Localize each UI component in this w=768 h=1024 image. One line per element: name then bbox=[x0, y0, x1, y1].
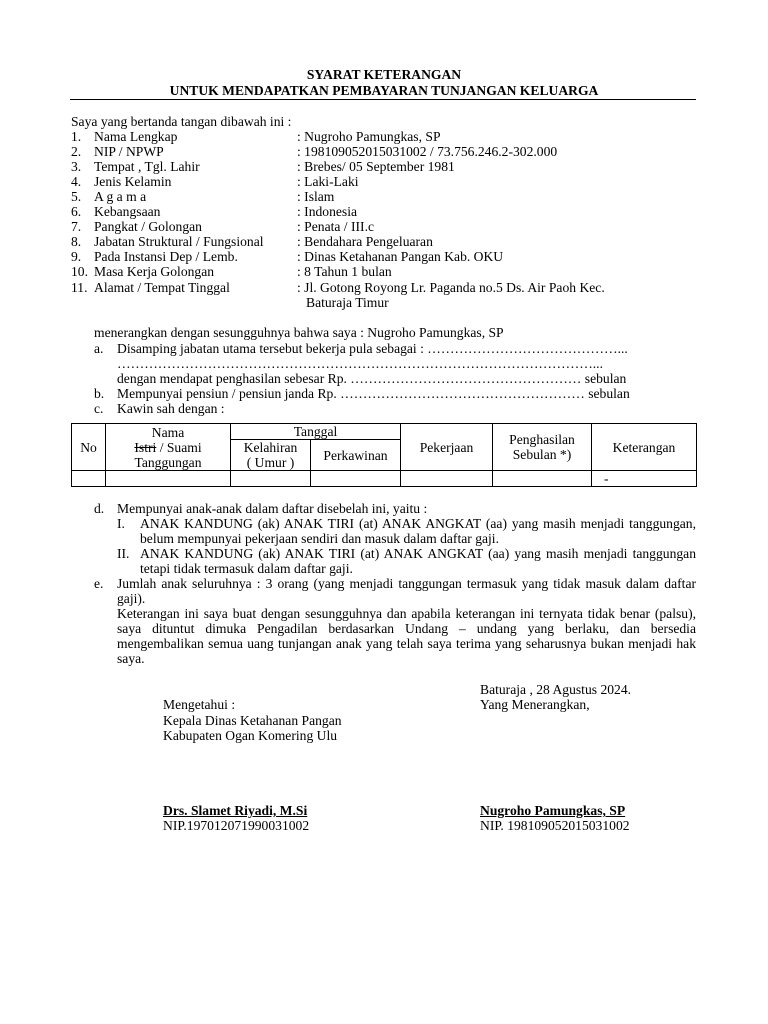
signer-nip-right: NIP. 198109052015031002 bbox=[480, 818, 630, 833]
penghasilan-label: Penghasilan bbox=[509, 432, 575, 447]
item-c-text: Kawin sah dengan : bbox=[117, 401, 225, 416]
field-value: : Dinas Ketahanan Pangan Kab. OKU bbox=[297, 249, 504, 264]
col-header-tanggal: Tanggal bbox=[231, 424, 401, 440]
signer-office-left: Kabupaten Ogan Komering Ulu bbox=[163, 728, 338, 743]
field-value: : Islam bbox=[297, 189, 335, 204]
sub-item-text: ANAK KANDUNG (ak) ANAK TIRI (at) ANAK ANGKAT (aa) yang masih menjadi tanggungan, belum mempunyai pekerjaan sendiri dan masuk dalam daftar gaji. bbox=[140, 516, 696, 546]
table-cell bbox=[231, 471, 311, 487]
table-cell bbox=[311, 471, 401, 487]
item-letter: e. bbox=[94, 576, 104, 591]
field-label: Nama Lengkap bbox=[94, 129, 178, 144]
kelahiran-label: Kelahiran bbox=[243, 440, 298, 455]
table-cell bbox=[401, 471, 493, 487]
signer-role-right: Yang Menerangkan, bbox=[480, 697, 590, 712]
table-cell bbox=[106, 471, 231, 487]
signer-nip-left: NIP.197012071990031002 bbox=[163, 818, 310, 833]
item-letter: a. bbox=[94, 341, 104, 356]
field-label: Pangkat / Golongan bbox=[94, 219, 202, 234]
field-number: 8. bbox=[71, 234, 82, 249]
field-number: 5. bbox=[71, 189, 82, 204]
intro-text: Saya yang bertanda tangan dibawah ini : bbox=[71, 114, 292, 129]
item-a-line3: dengan mendapat penghasilan sebesar Rp. …………………………………………… sebulan bbox=[117, 371, 627, 386]
field-value: : Brebes/ 05 September 1981 bbox=[297, 159, 455, 174]
item-letter: c. bbox=[94, 401, 104, 416]
field-value: : 198109052015031002 / 73.756.246.2-302.000 bbox=[297, 144, 558, 159]
closing-paragraph: Keterangan ini saya buat dengan sesungguhnya dan apabila keterangan ini ternyata tidak benar (palsu), saya dituntut dimuka Pengadilan berdasarkan Undang – undang yang berlaku, dan bersedia mengembalikan semua uang tunjangan anak yang telah saya terima yang seharusnya bukan menjadi hak saya. bbox=[117, 606, 696, 666]
field-number: 4. bbox=[71, 174, 82, 189]
field-label: A g a m a bbox=[94, 189, 147, 204]
field-number: 6. bbox=[71, 204, 82, 219]
col-header-nama bbox=[106, 424, 231, 471]
field-number: 2. bbox=[71, 144, 82, 159]
field-label: Alamat / Tempat Tinggal bbox=[94, 280, 230, 295]
field-label: Pada Instansi Dep / Lemb. bbox=[94, 249, 238, 264]
document-title: SYARAT KETERANGAN bbox=[306, 67, 462, 82]
signer-name-left: Drs. Slamet Riyadi, M.Si bbox=[163, 803, 308, 818]
field-value-continued: Baturaja Timur bbox=[306, 295, 389, 310]
field-label: Jenis Kelamin bbox=[94, 174, 172, 189]
document-subtitle: UNTUK MENDAPATKAN PEMBAYARAN TUNJANGAN KELUARGA bbox=[169, 83, 599, 98]
field-number: 3. bbox=[71, 159, 82, 174]
table-cell: - bbox=[592, 471, 697, 487]
item-letter: b. bbox=[94, 386, 105, 401]
col-header-keterangan: Keterangan bbox=[592, 424, 697, 471]
field-label: NIP / NPWP bbox=[94, 144, 164, 159]
field-value: : Nugroho Pamungkas, SP bbox=[297, 129, 441, 144]
sub-item-number: I. bbox=[117, 516, 125, 531]
field-value: : Bendahara Pengeluaran bbox=[297, 234, 433, 249]
item-letter: d. bbox=[94, 501, 105, 516]
field-number: 9. bbox=[71, 249, 82, 264]
umur-label: ( Umur ) bbox=[246, 455, 295, 470]
spouse-table bbox=[71, 423, 697, 487]
field-number: 1. bbox=[71, 129, 82, 144]
field-label: Jabatan Struktural / Fungsional bbox=[94, 234, 264, 249]
item-e-text: Jumlah anak seluruhnya : 3 orang (yang menjadi tanggungan termasuk yang tidak masuk dalam daftar gaji). bbox=[117, 576, 696, 606]
col-header-penghasilan bbox=[493, 424, 592, 471]
acknowledged-label: Mengetahui : bbox=[163, 697, 236, 712]
col-header-pekerjaan: Pekerjaan bbox=[401, 424, 493, 471]
field-label: Kebangsaan bbox=[94, 204, 161, 219]
statement-text: menerangkan dengan sesungguhnya bahwa saya : Nugroho Pamungkas, SP bbox=[94, 325, 504, 340]
istri-suami-label bbox=[108, 440, 228, 455]
title-underline bbox=[70, 99, 696, 100]
col-header-kelahiran bbox=[231, 440, 311, 471]
table-cell bbox=[72, 471, 106, 487]
nama-label: Nama bbox=[151, 424, 185, 440]
col-header-no: No bbox=[72, 424, 106, 471]
item-b-text: Mempunyai pensiun / pensiun janda Rp. ……………………………………………… sebulan bbox=[117, 386, 630, 401]
field-value: : Penata / III.c bbox=[297, 219, 374, 234]
item-a-line1: Disamping jabatan utama tersebut bekerja pula sebagai : ……………………………………... bbox=[117, 341, 628, 356]
col-header-perkawinan: Perkawinan bbox=[311, 440, 401, 471]
field-label: Masa Kerja Golongan bbox=[94, 264, 215, 279]
field-value: : Indonesia bbox=[297, 204, 358, 219]
field-label: Tempat , Tgl. Lahir bbox=[94, 159, 200, 174]
field-value: : Jl. Gotong Royong Lr. Paganda no.5 Ds. Air Paoh Kec. bbox=[297, 280, 605, 295]
table-cell bbox=[493, 471, 592, 487]
place-date: Baturaja , 28 Agustus 2024. bbox=[480, 682, 632, 697]
sub-item-number: II. bbox=[117, 546, 130, 561]
tanggungan-label: Tanggungan bbox=[134, 454, 202, 470]
sub-item-text: ANAK KANDUNG (ak) ANAK TIRI (at) ANAK ANGKAT (aa) yang masih menjadi tanggungan tetapi tidak termasuk dalam daftar gaji. bbox=[140, 546, 696, 576]
field-number: 11. bbox=[71, 280, 88, 295]
item-a-line2: ……………………………………………………………………………………………... bbox=[117, 356, 603, 371]
istri-struck: Istri bbox=[134, 439, 157, 455]
field-value: : 8 Tahun 1 bulan bbox=[297, 264, 392, 279]
field-number: 10. bbox=[71, 264, 88, 279]
field-number: 7. bbox=[71, 219, 82, 234]
suami-label: / Suami bbox=[159, 439, 202, 455]
item-d-text: Mempunyai anak-anak dalam daftar disebelah ini, yaitu : bbox=[117, 501, 428, 516]
table-row bbox=[72, 471, 697, 487]
field-value: : Laki-Laki bbox=[297, 174, 359, 189]
signer-name-right: Nugroho Pamungkas, SP bbox=[480, 803, 626, 818]
signer-title-left: Kepala Dinas Ketahanan Pangan bbox=[163, 713, 342, 728]
sebulan-label: Sebulan *) bbox=[512, 447, 572, 462]
